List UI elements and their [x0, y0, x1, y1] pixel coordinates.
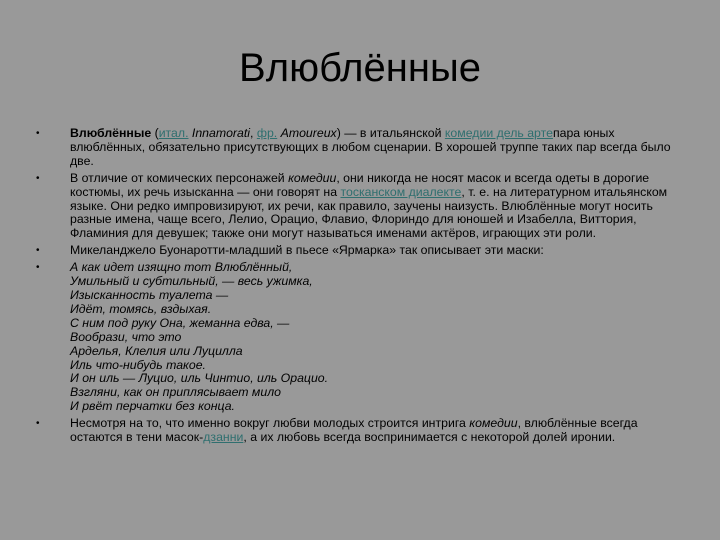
- paragraph-conclusion: [70, 417, 684, 445]
- poem: [70, 261, 684, 414]
- link-tuscan-dialect[interactable]: тосканском диалекте: [340, 184, 462, 199]
- text-fragment: ,: [250, 126, 257, 140]
- italic-commedia: комедии: [469, 416, 518, 431]
- bullet-icon: •: [36, 172, 40, 184]
- poem-line: Арделья, Клелия или Луцилла: [70, 343, 243, 358]
- text-fragment: ) — в итальянской: [336, 126, 445, 140]
- poem-line: Вообрази, что это: [70, 329, 182, 344]
- italic-commedia: комедии: [288, 170, 337, 185]
- text-fragment: пара юных влюблённых, обязательно присутствующих в любом сценарии. В хорошей труппе таких пар всегда было две.: [70, 126, 671, 168]
- bullet-icon: •: [36, 128, 40, 139]
- link-french[interactable]: фр.: [256, 126, 278, 140]
- slide-title: Влюблённые: [239, 46, 481, 90]
- poem-line: Идёт, томясь, вздыхая.: [70, 301, 212, 316]
- bullet-item-innamorati: [36, 127, 684, 169]
- poem-line: Взгляни, как он приплясывает мило: [70, 385, 281, 400]
- paragraph-definition: [70, 127, 684, 169]
- poem-line: А как идет изящно тот Влюблённый,: [70, 260, 293, 275]
- paragraph-description: [70, 172, 684, 242]
- poem-line: И он иль — Луцио, иль Чинтио, иль Орацио.: [70, 371, 329, 386]
- term-innamorati: Влюблённые: [70, 126, 152, 140]
- bullet-item-irony: [36, 417, 684, 445]
- text-fragment: , влюблённые всегда остаются в тени масок-: [70, 416, 638, 445]
- link-zanni[interactable]: дзанни: [203, 430, 244, 445]
- french-term: Amoureux: [277, 126, 337, 140]
- text-fragment: Несмотря на то, что именно вокруг любви молодых строится интрига: [70, 416, 470, 431]
- text-fragment: В отличие от комических персонажей: [70, 170, 289, 185]
- poem-line: Иль что-нибудь такое.: [70, 357, 206, 372]
- poem-line: С ним под руку Она, жеманна едва, —: [70, 315, 290, 330]
- bullet-icon: •: [36, 418, 40, 430]
- bullet-item-buonarroti: [36, 244, 684, 258]
- poem-line: Изысканность туалета —: [70, 287, 229, 302]
- paragraph-intro-quote: Микеланджело Буонаротти-младший в пьесе «Ярмарка» так описывает эти маски:: [70, 243, 544, 258]
- poem-line: Умильный и субтильный, — весь ужимка,: [70, 274, 313, 289]
- bullet-item-costumes: [36, 172, 684, 242]
- text-fragment: , т. е. на литературном итальянском языке. Они редко импровизируют, их речи, как правило, заучены наизусть. Влюблённые могут носить разные имена, чаще всего, Лелио, Орацио, Флавио, Флориндо для юношей и Изабелла, Виттория, Фламиния для девушек; также они могут называться именами актёров, играющих эти роли.: [70, 184, 668, 241]
- slide-content: [36, 127, 684, 445]
- poem-line: И рвёт перчатки без конца.: [70, 399, 235, 414]
- link-commedia-dellarte[interactable]: комедии дель арте: [444, 126, 553, 140]
- bullet-icon: •: [36, 262, 40, 274]
- text-fragment: , а их любовь всегда воспринимается с некоторой долей иронии.: [243, 430, 616, 445]
- bullet-icon: •: [36, 245, 40, 257]
- text-fragment: , они никогда не носят масок и всегда одеты в дорогие костюмы, их речь изысканна — они говорят на: [70, 170, 650, 199]
- bullet-item-poem: [36, 261, 684, 414]
- italian-term: Innamorati: [188, 126, 250, 140]
- link-italian[interactable]: итал.: [158, 126, 189, 140]
- text-fragment: (: [151, 126, 159, 140]
